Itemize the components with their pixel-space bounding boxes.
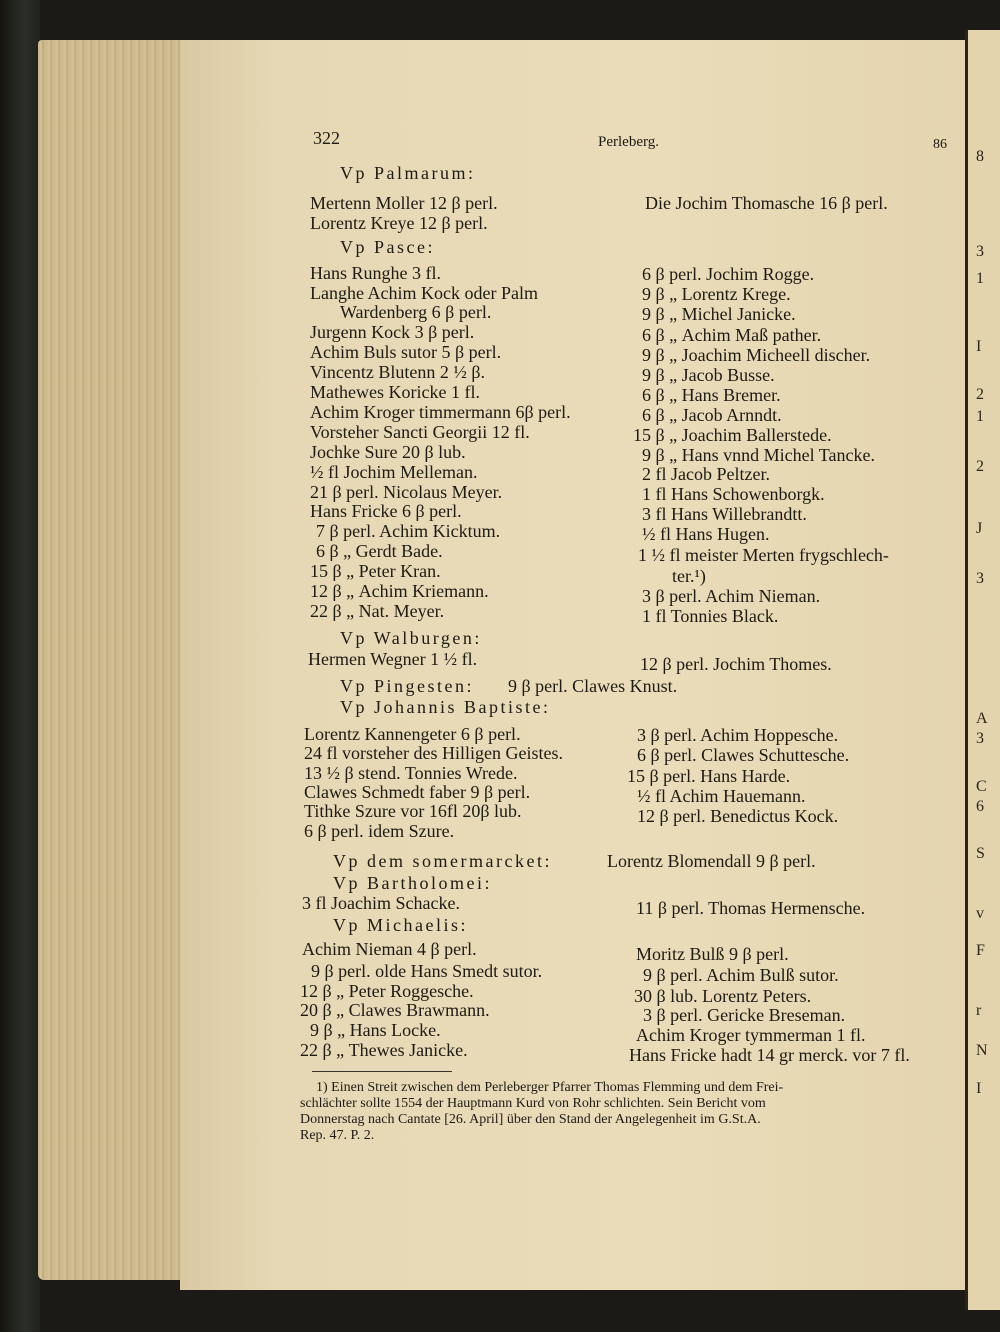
entry-left: Vorsteher Sancti Georgii 12 fl. — [310, 422, 530, 442]
entry-right: 6 β „ Hans Bremer. — [642, 385, 781, 405]
entry-left: 20 β „ Clawes Brawmann. — [300, 1000, 490, 1020]
margin-letter: 6 — [976, 798, 984, 815]
book-cover-edge — [0, 0, 40, 1332]
entry-right: 6 β „ Jacob Arnndt. — [642, 405, 782, 425]
entry-left: 13 ½ β stend. Tonnies Wrede. — [304, 763, 518, 783]
entry-left: Mertenn Moller 12 β perl. — [310, 193, 498, 213]
entry-left: 3 fl Joachim Schacke. — [302, 893, 460, 913]
entry-left: 15 β „ Peter Kran. — [310, 561, 441, 581]
entry-left: 7 β perl. Achim Kicktum. — [316, 521, 501, 541]
entry-left: Mathewes Koricke 1 fl. — [310, 382, 480, 402]
entry-right: ½ fl Achim Hauemann. — [637, 786, 806, 806]
entry-right: 9 β „ Joachim Micheell discher. — [642, 345, 871, 365]
margin-letter: 3 — [976, 570, 984, 587]
entry-left: Lorentz Kreye 12 β perl. — [310, 213, 488, 233]
entry-left: Jurgenn Kock 3 β perl. — [310, 322, 475, 342]
entry-right: 15 β perl. Hans Harde. — [627, 766, 791, 786]
entry-left: 12 β „ Peter Roggesche. — [300, 981, 474, 1001]
entry-right: 9 β „ Jacob Busse. — [642, 365, 775, 385]
entry-right: 3 β perl. Achim Hoppesche. — [637, 725, 839, 745]
entry-left: Achim Kroger timmermann 6β perl. — [310, 402, 571, 422]
adjacent-page-edge — [965, 30, 1000, 1310]
entry-right: ½ fl Hans Hugen. — [642, 524, 770, 544]
entry-right: Achim Kroger tymmerman 1 fl. — [636, 1025, 866, 1045]
entry-right: 12 β perl. Benedictus Kock. — [637, 806, 839, 826]
entry-right: 1 ½ fl meister Merten frygschlech- — [638, 545, 889, 565]
section-heading: Vp Johannis Baptiste: — [340, 697, 551, 717]
entry-right: 3 β perl. Achim Nieman. — [642, 586, 821, 606]
entry-right: 1 fl Hans Schowenborgk. — [642, 484, 825, 504]
entry-left: 22 β „ Thewes Janicke. — [300, 1040, 468, 1060]
margin-letter: N — [976, 1042, 988, 1059]
entry-left: 6 β perl. idem Szure. — [304, 821, 455, 841]
folio-number: 86 — [933, 137, 947, 152]
margin-letter: v — [976, 905, 984, 922]
entry-left: Wardenberg 6 β perl. — [340, 302, 492, 322]
entry-right: 3 β perl. Gericke Breseman. — [643, 1005, 846, 1025]
page-edges — [38, 40, 188, 1280]
entry-left: Tithke Szure vor 16fl 20β lub. — [304, 801, 522, 821]
section-heading: Vp dem somermarcket: — [333, 851, 552, 871]
entry-right: 3 fl Hans Willebrandtt. — [642, 504, 807, 524]
entry-right: 6 β perl. Clawes Schuttesche. — [637, 745, 850, 765]
entry-right: 9 β „ Michel Janicke. — [642, 304, 796, 324]
entry-left: Langhe Achim Kock oder Palm — [310, 283, 538, 303]
entry-right: 15 β „ Joachim Ballerstede. — [633, 425, 832, 445]
margin-letter: 2 — [976, 386, 984, 403]
entry-inline: 9 β perl. Clawes Knust. — [508, 676, 678, 696]
margin-letter: 2 — [976, 458, 984, 475]
entry-right: 9 β perl. Achim Bulß sutor. — [643, 965, 839, 985]
entry-right: Die Jochim Thomasche 16 β perl. — [645, 193, 888, 213]
footnote-line: Donnerstag nach Cantate [26. April] über den Stand der Angelegenheit im G.St.A. — [300, 1112, 761, 1127]
footnote-line: 1) Einen Streit zwischen dem Perleberger Pfarrer Thomas Flemming und dem Frei- — [316, 1080, 784, 1095]
margin-letter: S — [976, 845, 985, 862]
entry-left: Vincentz Blutenn 2 ½ β. — [310, 362, 486, 382]
entry-right: 6 β „ Achim Maß pather. — [642, 325, 822, 345]
margin-letter: A — [976, 710, 988, 727]
entry-right: ter.¹) — [672, 566, 706, 586]
footnote-line: Rep. 47. P. 2. — [300, 1128, 375, 1143]
margin-letter: I — [976, 338, 982, 355]
entry-left: Hans Fricke 6 β perl. — [310, 501, 462, 521]
entry-left: 24 fl vorsteher des Hilligen Geistes. — [304, 743, 563, 763]
entry-right: Hans Fricke hadt 14 gr merck. vor 7 fl. — [629, 1045, 910, 1065]
entry-left: Clawes Schmedt faber 9 β perl. — [304, 782, 531, 802]
section-heading: Vp Michaelis: — [333, 915, 468, 935]
margin-letter: C — [976, 778, 987, 795]
margin-letter: J — [976, 520, 983, 537]
running-title: Perleberg. — [598, 134, 659, 150]
entry-left: Hans Runghe 3 fl. — [310, 263, 441, 283]
entry-right: 1 fl Tonnies Black. — [642, 606, 779, 626]
entry-left: ½ fl Jochim Melleman. — [310, 462, 478, 482]
entry-right: 9 β „ Hans vnnd Michel Tancke. — [642, 445, 876, 465]
entry-left: 6 β „ Gerdt Bade. — [316, 541, 443, 561]
entry-right: 9 β „ Lorentz Krege. — [642, 284, 791, 304]
entry-left: Achim Nieman 4 β perl. — [302, 939, 477, 959]
entry-left: Jochke Sure 20 β lub. — [310, 442, 466, 462]
section-heading: Vp Pingesten: — [340, 676, 474, 696]
footnote-line: schlächter sollte 1554 der Hauptmann Kurd von Rohr schlichten. Sein Bericht vom — [300, 1096, 766, 1111]
entry-left: Achim Buls sutor 5 β perl. — [310, 342, 502, 362]
margin-letter: F — [976, 942, 985, 959]
margin-letter: 1 — [976, 408, 984, 425]
entry-right: 30 β lub. Lorentz Peters. — [634, 986, 812, 1006]
entry-inline: Lorentz Blomendall 9 β perl. — [607, 851, 816, 871]
margin-letter: 3 — [976, 730, 984, 747]
entry-right: 11 β perl. Thomas Hermensche. — [636, 898, 866, 918]
section-heading: Vp Bartholomei: — [333, 873, 492, 893]
margin-letter: 8 — [976, 148, 984, 165]
entry-right: 2 fl Jacob Peltzer. — [642, 464, 770, 484]
entry-right: 12 β perl. Jochim Thomes. — [640, 654, 832, 674]
entry-right: 6 β perl. Jochim Rogge. — [642, 264, 815, 284]
section-heading: Vp Palmarum: — [340, 163, 476, 183]
section-heading: Vp Pasce: — [340, 237, 435, 257]
entry-left: Lorentz Kannengeter 6 β perl. — [304, 724, 521, 744]
entry-left: 9 β perl. olde Hans Smedt sutor. — [311, 961, 543, 981]
entry-left: 12 β „ Achim Kriemann. — [310, 581, 489, 601]
margin-letter: I — [976, 1080, 982, 1097]
footnote-rule — [312, 1071, 452, 1072]
entry-left: 9 β „ Hans Locke. — [310, 1020, 441, 1040]
section-heading: Vp Walburgen: — [340, 628, 482, 648]
entry-left: Hermen Wegner 1 ½ fl. — [308, 649, 478, 669]
entry-left: 22 β „ Nat. Meyer. — [310, 601, 445, 621]
margin-letter: 3 — [976, 243, 984, 260]
margin-letter: r — [976, 1002, 982, 1019]
page-number: 322 — [313, 128, 340, 148]
entry-left: 21 β perl. Nicolaus Meyer. — [310, 482, 503, 502]
entry-right: Moritz Bulß 9 β perl. — [636, 944, 789, 964]
margin-letter: 1 — [976, 270, 984, 287]
